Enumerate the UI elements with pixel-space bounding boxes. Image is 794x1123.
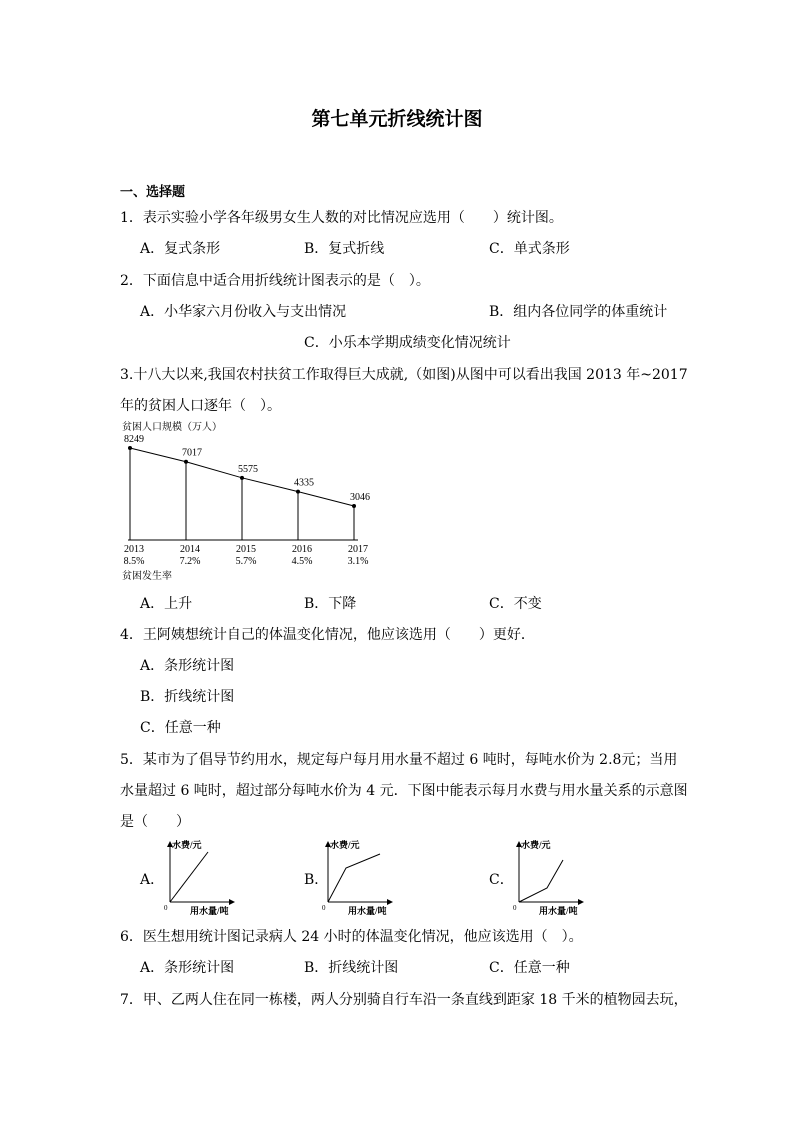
origin-label: 0 [322, 904, 326, 912]
option-c-graph[interactable] [509, 834, 604, 918]
question-3-option-a[interactable]: A．上升 [140, 596, 193, 612]
question-1-option-a[interactable]: A．复式条形 [140, 241, 221, 257]
question-4-option-c[interactable]: C．任意一种 [140, 720, 221, 736]
question-5-option-a[interactable]: A． [140, 872, 165, 888]
question-5-option-c[interactable]: C． [489, 872, 514, 888]
data-label: 5575 [238, 463, 258, 475]
question-6-option-a[interactable]: A．条形统计图 [140, 960, 235, 976]
x-tick-label: 2015 [236, 544, 256, 555]
data-label: 3046 [350, 492, 370, 504]
question-5-stem-line2: 水量超过 6 吨时，超过部分每吨水价为 4 元．下图中能表示每月水费与用水量关系的示意图 [120, 783, 688, 799]
question-3-option-c[interactable]: C．不变 [489, 596, 542, 612]
question-1-option-c[interactable]: C．单式条形 [489, 241, 570, 257]
page-title: 第七单元折线统计图 [311, 108, 483, 130]
question-3-stem-line1: 3.十八大以来,我国农村扶贫工作取得巨大成就,（如图)从图中可以看出我国 2013 年~2017 [120, 367, 688, 383]
rate-label: 8.5% [123, 556, 145, 567]
question-5-option-b[interactable]: B． [304, 872, 329, 888]
y-axis-label: 水费/元 [330, 840, 360, 850]
poverty-line-chart [118, 416, 378, 586]
question-6-option-c[interactable]: C．任意一种 [489, 960, 570, 976]
rate-label: 4.5% [291, 556, 313, 567]
question-5-stem-line1: 5．某市为了倡导节约用水，规定每户每月用水量不超过 6 吨时，每吨水价为 2.8元；当用 [120, 752, 678, 768]
question-2-option-c[interactable]: C．小乐本学期成绩变化情况统计 [304, 335, 511, 351]
x-tick-label: 2013 [124, 544, 144, 555]
question-2-stem: 2．下面信息中适合用折线统计图表示的是（ ）。 [120, 273, 430, 289]
question-3-option-b[interactable]: B．下降 [304, 596, 357, 612]
question-5-stem-line3: 是（ ） [120, 814, 190, 830]
y-axis-label: 水费/元 [521, 840, 551, 850]
question-7-stem: 7．甲、乙两人住在同一栋楼，两人分别骑自行车沿一条直线到距家 18 千米的植物园去玩， [120, 992, 688, 1008]
data-label: 8249 [124, 434, 144, 445]
question-6-option-b[interactable]: B．折线统计图 [304, 960, 399, 976]
question-1-stem: 1．表示实验小学各年级男女生人数的对比情况应选用（ ）统计图。 [120, 210, 563, 226]
question-3-stem-line2: 年的贫困人口逐年（ ）。 [120, 398, 281, 414]
option-a-graph[interactable] [160, 834, 255, 918]
x-tick-label: 2014 [180, 544, 200, 555]
question-4-option-a[interactable]: A．条形统计图 [140, 658, 235, 674]
origin-label: 0 [513, 904, 517, 912]
data-label: 7017 [182, 447, 202, 459]
x-tick-label: 2017 [348, 544, 368, 555]
x-tick-label: 2016 [292, 544, 312, 555]
option-b-graph[interactable] [318, 834, 413, 918]
chart-title: 贫困人口规模（万人） [122, 422, 222, 433]
chart-caption: 贫困发生率 [122, 571, 172, 582]
rate-label: 3.1% [347, 556, 369, 567]
question-1-option-b[interactable]: B．复式折线 [304, 241, 385, 257]
section-heading: 一、选择题 [120, 185, 186, 200]
y-axis-label: 水费/元 [172, 840, 202, 850]
rate-label: 5.7% [235, 556, 257, 567]
x-axis-label: 用水量/吨 [539, 906, 578, 916]
x-axis-label: 用水量/吨 [348, 906, 387, 916]
question-2-option-b[interactable]: B．组内各位同学的体重统计 [489, 304, 668, 320]
rate-label: 7.2% [179, 556, 201, 567]
data-label: 4335 [294, 477, 314, 489]
question-4-stem: 4．王阿姨想统计自己的体温变化情况，他应该选用（ ）更好． [120, 627, 535, 643]
question-6-stem: 6．医生想用统计图记录病人 24 小时的体温变化情况，他应该选用（ ）。 [120, 929, 583, 945]
x-axis-label: 用水量/吨 [190, 906, 229, 916]
question-2-option-a[interactable]: A．小华家六月份收入与支出情况 [140, 304, 347, 320]
question-4-option-b[interactable]: B．折线统计图 [140, 689, 235, 705]
origin-label: 0 [164, 904, 168, 912]
